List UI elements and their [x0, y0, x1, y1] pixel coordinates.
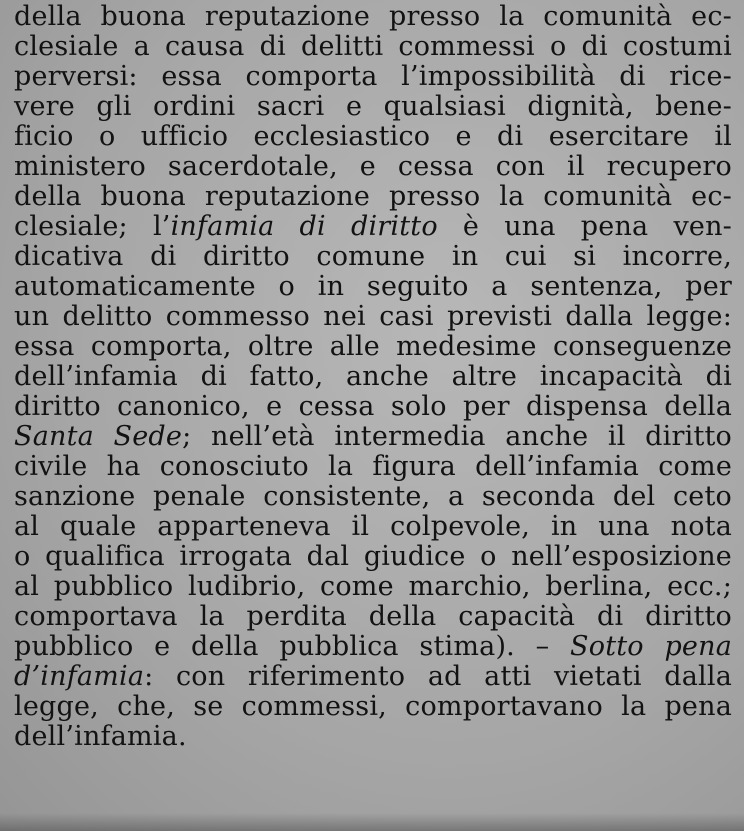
term-d-infamia: d’infamia	[14, 661, 145, 692]
text-line: al quale apparteneva il colpevole, in una nota	[14, 511, 732, 542]
text-line: della buona reputazione presso la comunità ec-	[14, 181, 732, 212]
text-line: diritto canonico, e cessa solo per dispensa della	[14, 391, 732, 422]
text-line: perversi: essa comporta l’impossibilità di rice-	[14, 61, 732, 92]
term-infamia-di-diritto: infamia di diritto	[170, 211, 438, 242]
text-line: comportava la perdita della capacità di diritto	[14, 601, 732, 632]
text-line: automaticamente o in seguito a sentenza, per	[14, 271, 732, 302]
text-line: un delitto commesso nei casi previsti dalla legge:	[14, 301, 732, 332]
text-line: della buona reputazione presso la comunità ec-	[14, 1, 732, 32]
text-line	[14, 422, 732, 452]
text-run: è una pena ven-	[437, 211, 732, 242]
text-line: sanzione penale consistente, a seconda del ceto	[14, 481, 732, 512]
text-run: : con riferimento ad atti vietati dalla	[144, 661, 732, 692]
text-line: clesiale a causa di delitti commessi o di costumi	[14, 31, 732, 62]
text-line: dell’infamia.	[14, 721, 187, 752]
text-line: dicativa di diritto comune in cui si incorre,	[14, 241, 732, 272]
text-line: ficio o ufficio ecclesiastico e di esercitare il	[14, 121, 732, 152]
term-santa-sede: Santa Sede	[14, 421, 183, 452]
text-run: ; nell’età intermedia anche il diritto	[182, 421, 732, 452]
text-line: o qualifica irrogata dal giudice o nell’esposizione	[14, 541, 732, 572]
text-run: clesiale; l’	[14, 211, 171, 242]
text-line: legge, che, se commessi, comportavano la pena	[14, 691, 732, 722]
page-shadow	[0, 813, 744, 831]
text-line: ministero sacerdotale, e cessa con il recupero	[14, 151, 732, 182]
text-line: vere gli ordini sacri e qualsiasi dignità, bene-	[14, 91, 732, 122]
text-line: essa comporta, oltre alle medesime conseguenze	[14, 331, 732, 362]
text-line	[14, 632, 732, 662]
text-line	[14, 212, 732, 242]
text-line: civile ha conosciuto la figura dell’infamia come	[14, 451, 732, 482]
term-sotto-pena: Sotto pena	[570, 631, 732, 662]
text-line: al pubblico ludibrio, come marchio, berlina, ecc.;	[14, 571, 732, 602]
text-run: pubblico e della pubblica stima). –	[14, 631, 571, 662]
text-line	[14, 662, 732, 692]
text-line: dell’infamia di fatto, anche altre incapacità di	[14, 361, 732, 392]
